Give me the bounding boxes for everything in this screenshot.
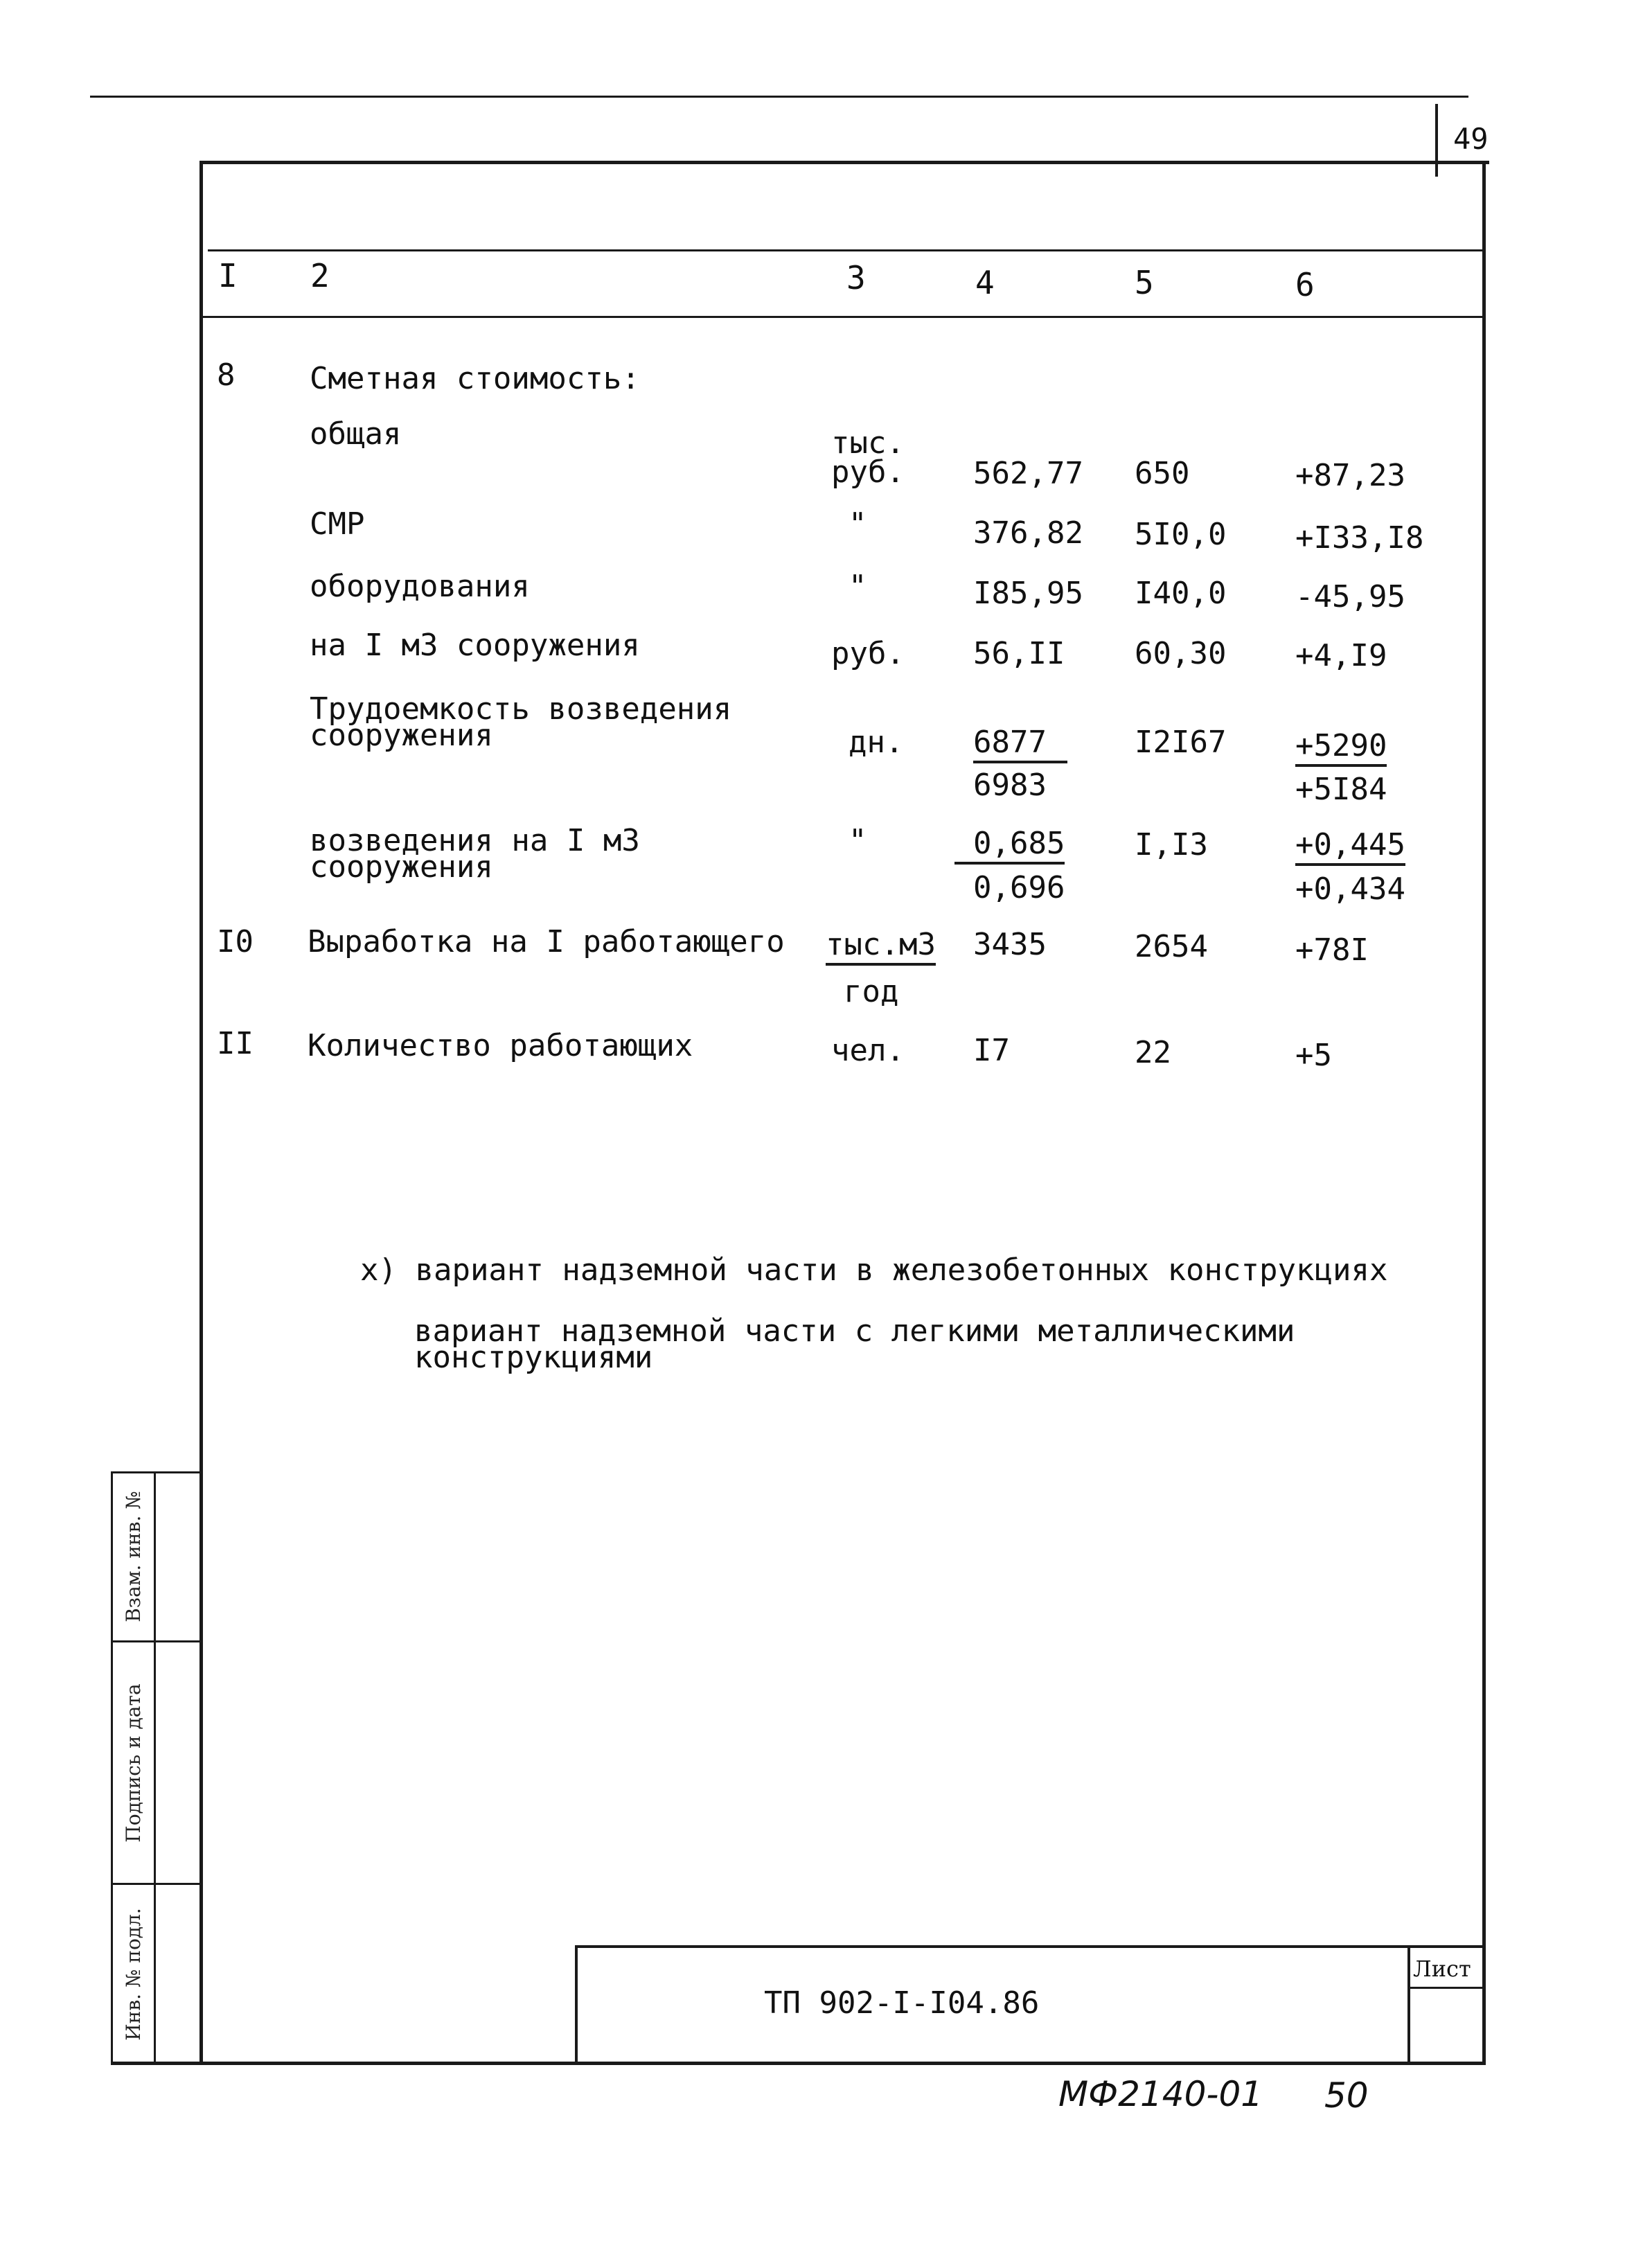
- frame-top: [199, 161, 1489, 164]
- sheet-label: Лист: [1413, 1956, 1471, 1982]
- footnote-2-line2: конструкциями: [414, 1340, 653, 1375]
- labor-project-top: 6877: [973, 727, 1067, 763]
- labor-m3-analog: I,I3: [1135, 827, 1208, 862]
- frame-left: [199, 161, 203, 2064]
- side-stamp-sign-date: Подпись и дата: [122, 1683, 145, 1843]
- total-cost-project: 562,77: [973, 456, 1083, 491]
- smr-unit: ": [849, 506, 867, 542]
- col-header-3: 3: [846, 259, 866, 296]
- page-number-box-left: [1435, 104, 1438, 177]
- total-cost-unit-line2: руб.: [831, 454, 905, 490]
- total-cost-unit-line1: тыс.: [831, 425, 905, 461]
- top-rule: [90, 96, 1468, 98]
- side-stamp-inv-orig: Инв. № подл.: [122, 1908, 145, 2041]
- output-label: Выработка на I работающего: [308, 924, 785, 959]
- archive-code: МФ2140-01: [1058, 2074, 1263, 2114]
- row-10-number: I0: [217, 924, 254, 959]
- title-block-left: [575, 1945, 578, 2064]
- workers-project: I7: [973, 1033, 1010, 1068]
- labor-diff-bottom: +5I84: [1295, 772, 1387, 807]
- smr-analog: 5I0,0: [1135, 517, 1227, 552]
- labor-unit: дн.: [849, 725, 904, 760]
- frame-bottom: [111, 2062, 1486, 2065]
- output-diff: +78I: [1295, 932, 1369, 968]
- title-block-top: [575, 1945, 1486, 1948]
- col-header-1: I: [218, 257, 238, 294]
- output-unit-bottom: год: [844, 974, 899, 1009]
- labor-label-line1: Трудоемкость возведения: [310, 691, 732, 727]
- equipment-project: I85,95: [973, 576, 1083, 611]
- equipment-analog: I40,0: [1135, 576, 1227, 611]
- side-stamp-outer-left: [111, 1471, 113, 2064]
- labor-analog: I2I67: [1135, 725, 1227, 760]
- side-stamp-inner-divider: [154, 1471, 156, 2064]
- footnote-1: х) вариант надземной части в железобетонных конструкциях: [360, 1252, 1388, 1288]
- footnote-2-line1: вариант надземной части с легкими металлическими: [414, 1313, 1295, 1349]
- labor-label-line2: сооружения: [310, 718, 493, 753]
- workers-unit: чел.: [831, 1033, 905, 1068]
- per-m3-diff: +4,I9: [1295, 638, 1387, 673]
- smr-label: СМР: [310, 506, 365, 542]
- table-header-bottom-rule: [203, 316, 1484, 318]
- labor-m3-diff-top: +0,445: [1295, 830, 1405, 866]
- labor-m3-diff-bottom: +0,434: [1295, 871, 1405, 907]
- col-header-2: 2: [310, 257, 330, 294]
- archive-page: 50: [1324, 2075, 1369, 2116]
- side-stamp-replace-inv: Взам. инв. №: [122, 1491, 145, 1622]
- smr-project: 376,82: [973, 515, 1083, 551]
- col-header-5: 5: [1135, 264, 1154, 301]
- labor-m3-project-bottom: 0,696: [973, 870, 1065, 905]
- output-analog: 2654: [1135, 929, 1208, 964]
- labor-m3-unit: ": [849, 823, 867, 858]
- labor-m3-project-top: 0,685: [954, 829, 1065, 865]
- equipment-label: оборудования: [310, 569, 530, 604]
- output-unit-top: тыс.м3: [826, 930, 936, 966]
- col-header-6: 6: [1295, 266, 1315, 303]
- per-m3-unit: руб.: [831, 636, 905, 671]
- total-cost-diff: +87,23: [1295, 458, 1405, 493]
- workers-label: Количество работающих: [308, 1028, 693, 1063]
- equipment-diff: -45,95: [1295, 579, 1405, 614]
- table-header-top-rule: [208, 249, 1486, 251]
- labor-diff-top: +5290: [1295, 731, 1387, 767]
- row-8-number: 8: [217, 357, 236, 393]
- workers-analog: 22: [1135, 1035, 1171, 1070]
- title-block-sheet-left: [1407, 1945, 1410, 2064]
- labor-project-bottom: 6983: [973, 768, 1047, 803]
- per-m3-project: 56,II: [973, 636, 1065, 671]
- document-code: ТП 902-I-I04.86: [764, 1985, 1040, 2021]
- equipment-unit: ": [849, 569, 867, 604]
- row-11-number: II: [217, 1026, 254, 1061]
- total-cost-label: общая: [310, 416, 402, 452]
- title-block-sheet-divider: [1407, 1987, 1485, 1989]
- frame-right: [1482, 161, 1486, 2064]
- per-m3-analog: 60,30: [1135, 636, 1227, 671]
- per-m3-label: на I м3 сооружения: [310, 628, 640, 663]
- output-project: 3435: [973, 927, 1047, 962]
- col-header-4: 4: [975, 264, 995, 301]
- total-cost-analog: 650: [1135, 456, 1190, 491]
- row-8-title: Сметная стоимость:: [310, 361, 640, 396]
- labor-m3-label-line1: возведения на I м3: [310, 823, 640, 858]
- labor-m3-label-line2: сооружения: [310, 849, 493, 885]
- workers-diff: +5: [1295, 1038, 1332, 1073]
- smr-diff: +I33,I8: [1295, 520, 1424, 556]
- page-number: 49: [1453, 122, 1489, 156]
